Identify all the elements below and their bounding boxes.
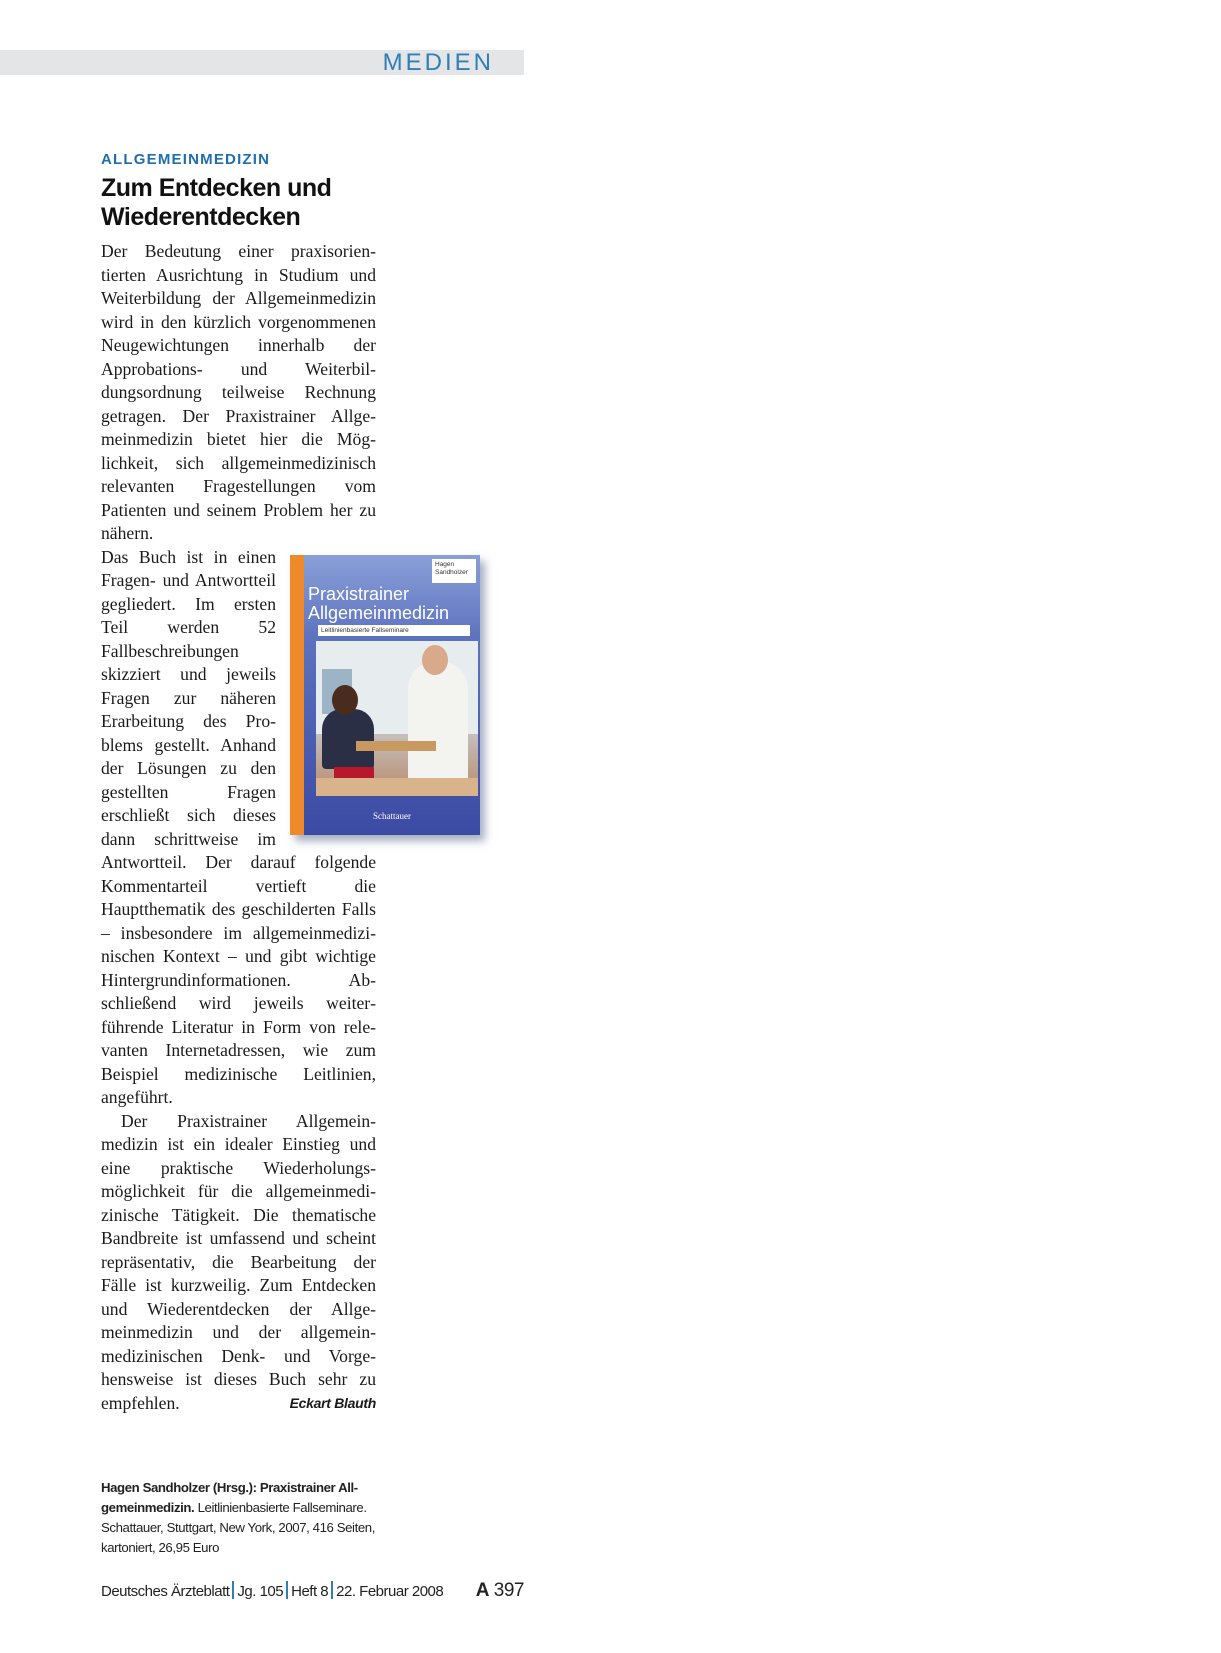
cover-title-line-1: Praxistrainer [308, 583, 410, 604]
photo-floor [316, 778, 478, 796]
cover-title-line-2: Allgemeinmedizin [308, 602, 450, 623]
article-title-line-2: Wiederentdecken [101, 203, 301, 231]
paragraph-3-text: Der Praxistrainer Allgemeinmedizin ist ein idealer Einstieg und eine praktische Wiederholungsmöglichkeit für die allgemeinmedizinische Tätigkeit. Die thematische Bandbreite ist umfassend und scheint repräsentativ, die Bearbeitung der Fälle ist kurzweilig. Zum Entdecken und Wiederentdecken der Allgemeinmedizin und der allgemeinmedizinischen Denk- und Vorgehensweise ist dieses Buch sehr zu empfehlen. [101, 1110, 376, 1413]
cover-photo [316, 641, 478, 796]
cover-author-last: Sandholzer [435, 568, 468, 576]
paragraph-1: Der Bedeutung einer praxisorientierten Ausrichtung in Studium und Weiterbildung der Allgemeinmedizin wird in den kürzlich vorgenommenen Neugewichtungen innerhalb der Approbations- und Weiterbildungsordnung teilweise Rechnung getragen. Der Praxistrainer Allgemeinmedizin bietet hier die Möglichkeit, sich allgemeinmedizinisch relevanten Fragestellungen vom Patienten und seinem Problem her zu nähern. [101, 241, 376, 543]
photo-doctor [408, 661, 468, 781]
footer-volume: Jg. 105 [237, 1583, 284, 1600]
bibliography-title: Hagen Sandholzer (Hrsg.): Praxistrainer Allgemeinmedizin. [101, 1480, 359, 1515]
bibliography [101, 1478, 376, 1558]
cover-author-first: Hagen [435, 560, 455, 568]
article-title [101, 174, 376, 232]
footer-separator [331, 1581, 333, 1599]
photo-patient [322, 709, 374, 769]
book-cover-image [290, 555, 480, 835]
cover-publisher: Schattauer [373, 811, 411, 821]
cover-subtitle: Leitlinienbasierte Fallseminare [318, 625, 470, 636]
author-signature: Eckart Blauth [289, 1394, 376, 1411]
footer-separator [232, 1581, 234, 1599]
page-number [476, 1581, 524, 1601]
cover-spine [290, 555, 304, 835]
cover-authors [432, 559, 476, 583]
paragraph-3 [101, 1110, 376, 1416]
page-footer [101, 1581, 524, 1601]
footer-issue: Heft 8 [291, 1583, 329, 1600]
bibliography-details: Leitlinienbasierte Fallseminare. Schattauer, Stuttgart, New York, 2007, 416 Seiten, kartoniert, 26,95 Euro [101, 1500, 375, 1555]
article-body [101, 240, 468, 1415]
cover-title [308, 585, 476, 623]
photo-patient-head [332, 685, 358, 715]
article-title-line-1: Zum Entdecken und [101, 174, 332, 202]
article-kicker: ALLGEMEINMEDIZIN [101, 151, 271, 168]
photo-table [356, 741, 436, 751]
page-number-value: 397 [493, 1580, 524, 1601]
footer-date: 22. Februar 2008 [336, 1583, 444, 1600]
footer-separator [286, 1581, 288, 1599]
article [101, 150, 468, 1415]
section-label: MEDIEN [382, 49, 494, 76]
footer-journal: Deutsches Ärzteblatt [101, 1583, 230, 1600]
paragraph-2: Das Buch ist in einen Fragen- und Antwortteil gegliedert. Im ersten Teil werden 52 Fallbeschreibungen skizziert und jeweils Fragen zur näheren Erarbeitung des Problems gestellt. Anhand der Lösungen zu den gestellten Fragen erschließt sich dieses dann schrittweise im Antwortteil. Der darauf folgende Kommentarteil vertieft die Hauptthematik des geschilderten Falls – insbesondere im allgemeinmedizinischen Kontext – und gibt wichtige Hintergrundinformationen. Abschließend wird jeweils weiterführende Literatur in Form von relevanten Internetadressen, wie zum Beispiel medizinische Leitlinien, angeführt. [101, 546, 376, 1107]
photo-doctor-head [422, 645, 448, 675]
page-prefix: A [475, 1580, 490, 1601]
